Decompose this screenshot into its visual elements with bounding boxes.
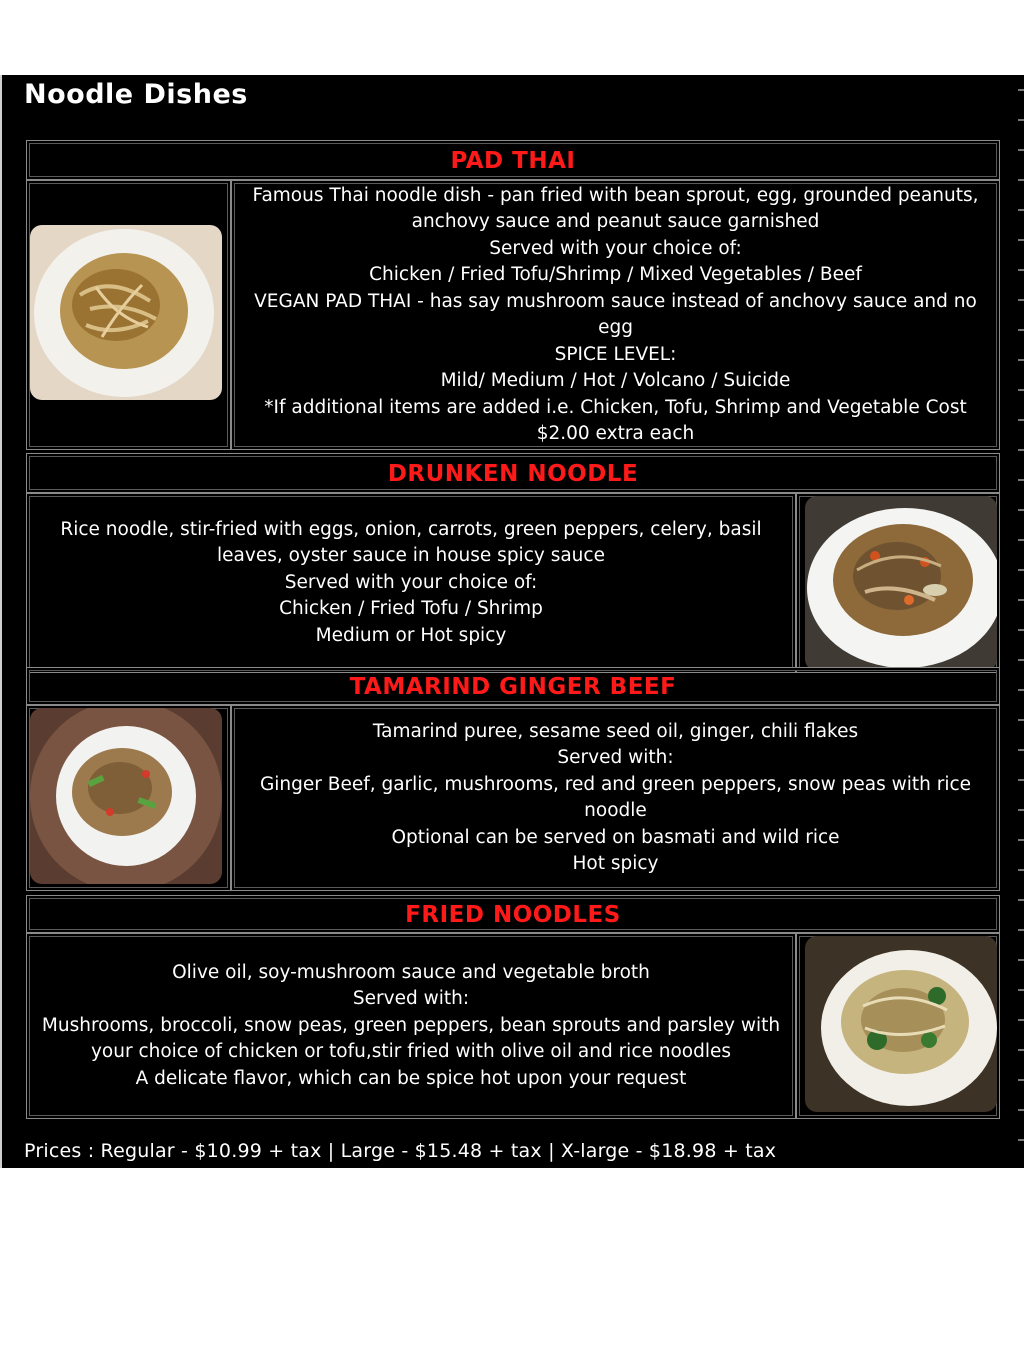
dish-description-cell bbox=[26, 933, 796, 1119]
pad-thai-photo bbox=[30, 225, 222, 400]
dish-title: TAMARIND GINGER BEEF bbox=[26, 667, 1000, 705]
dish-photo-cell bbox=[796, 933, 1000, 1119]
menu-page bbox=[0, 75, 1024, 1168]
dish-description-cell bbox=[26, 493, 796, 673]
dish-photo-cell bbox=[26, 180, 231, 450]
dish-description-cell bbox=[231, 705, 1000, 891]
description-line: Served with: bbox=[557, 747, 674, 768]
tamarind-ginger-beef-photo bbox=[30, 708, 222, 884]
description-line: SPICE LEVEL: bbox=[554, 343, 677, 365]
fried-noodles-photo bbox=[805, 936, 997, 1112]
description-line: Served with: bbox=[352, 988, 470, 1010]
description-line: *If additional items are added i.e. Chicken, Tofu, Shrimp and Vegetable Cost $2.00 extra each bbox=[264, 396, 967, 444]
dish-photo-cell bbox=[796, 493, 1000, 673]
price-footer: Prices : Regular - $10.99 + tax | Large - $15.48 + tax | X-large - $18.98 + tax bbox=[24, 1140, 777, 1162]
description-line: Ginger Beef, garlic, mushrooms, red and green peppers, snow peas with rice noodle bbox=[259, 773, 972, 821]
dish-title: PAD THAI bbox=[26, 140, 1000, 180]
page-title: Noodle Dishes bbox=[24, 79, 248, 110]
description-line: Medium or Hot spicy bbox=[315, 624, 507, 646]
dish-title: DRUNKEN NOODLE bbox=[26, 453, 1000, 493]
dish-description-cell bbox=[231, 180, 1000, 450]
description-line: Rice noodle, stir-fried with eggs, onion, carrots, green peppers, celery, basil leaves, oyster sauce in house spicy sauce bbox=[60, 518, 762, 567]
dish-title: FRIED NOODLES bbox=[26, 895, 1000, 933]
description-line: Chicken / Fried Tofu / Shrimp bbox=[279, 598, 543, 620]
description-line: Served with your choice of: bbox=[284, 571, 538, 593]
description-line: Served with your choice of: bbox=[489, 237, 742, 259]
description-line: Olive oil, soy-mushroom sauce and vegetable broth bbox=[172, 961, 650, 983]
description-line: Hot spicy bbox=[572, 853, 659, 874]
description-line: Mushrooms, broccoli, snow peas, green peppers, bean sprouts and parsley with your choice of chicken or tofu,stir fried with olive oil and rice noodles bbox=[41, 1014, 781, 1063]
dish-description bbox=[232, 719, 999, 878]
description-line: Famous Thai noodle dish - pan fried with bean sprout, egg, grounded peanuts, anchovy sauce and peanut sauce garnished bbox=[252, 184, 979, 232]
description-line: Chicken / Fried Tofu/Shrimp / Mixed Vegetables / Beef bbox=[369, 264, 862, 285]
dish-photo-cell bbox=[26, 705, 231, 891]
dish-description bbox=[232, 183, 999, 448]
description-line: Mild/ Medium / Hot / Volcano / Suicide bbox=[440, 370, 791, 391]
description-line: A delicate flavor, which can be spice hot upon your request bbox=[135, 1067, 687, 1089]
description-line: Optional can be served on basmati and wild rice bbox=[391, 826, 840, 848]
dish-description bbox=[27, 517, 795, 650]
drunken-noodle-photo bbox=[805, 496, 997, 671]
description-line: VEGAN PAD THAI - has say mushroom sauce instead of anchovy sauce and no egg bbox=[254, 290, 977, 338]
decorative-border bbox=[1018, 75, 1024, 1168]
description-line: Tamarind puree, sesame seed oil, ginger, chili flakes bbox=[372, 720, 859, 742]
dish-description bbox=[27, 960, 795, 1093]
